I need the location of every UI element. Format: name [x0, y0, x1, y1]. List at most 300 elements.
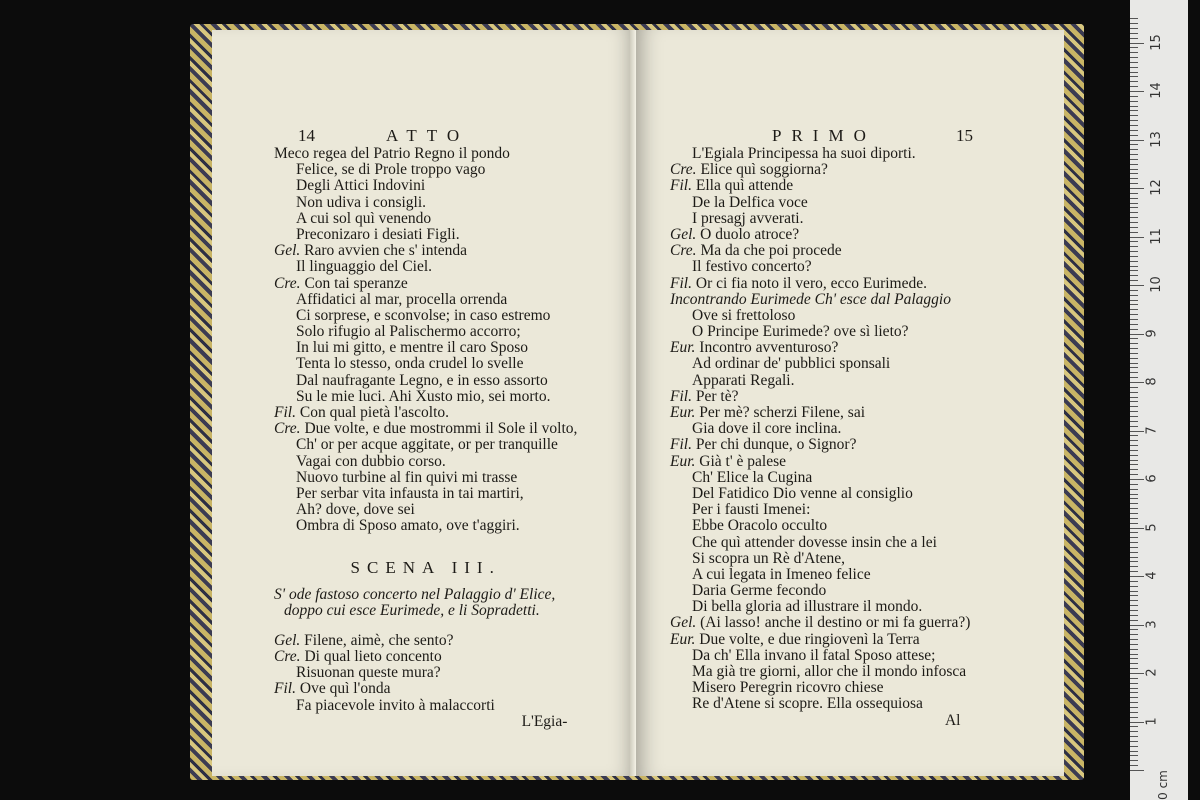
ruler-tick [1130, 193, 1138, 194]
verse-text: Di bella gloria ad illustrare il mondo. [692, 598, 923, 616]
verse-text: Si scopra un Rè d'Atene, [692, 549, 846, 567]
ruler-tick [1130, 494, 1138, 495]
verse-line [670, 551, 970, 567]
page-number-right: 15 [956, 126, 973, 145]
verse-text: Meco regea del Patrio Regno il pondo [274, 145, 510, 162]
ruler-tick [1130, 300, 1138, 301]
speaker-label: Eur. [670, 339, 696, 357]
ruler-tick [1130, 605, 1138, 606]
scene-heading: SCENA III. [350, 557, 501, 577]
right-text-block [670, 146, 970, 729]
ruler-tick [1130, 135, 1138, 136]
ruler-tick [1130, 241, 1138, 242]
ruler-number: 15 [1148, 33, 1164, 51]
speaker-label: Cre. [274, 274, 301, 292]
verse-line [274, 178, 577, 194]
verse-text: Ove quì l'onda [299, 680, 391, 698]
verse-line [274, 227, 577, 243]
speaker-label: Fil. [670, 436, 692, 454]
ruler-tick [1130, 275, 1138, 276]
ruler-tick [1130, 591, 1138, 592]
verse-line [670, 696, 970, 712]
ruler-tick [1130, 314, 1138, 315]
ruler-tick [1130, 644, 1138, 645]
ruler-tick [1130, 450, 1138, 451]
verse-line [670, 227, 970, 243]
ruler-tick [1130, 251, 1138, 252]
ruler-tick [1130, 431, 1144, 432]
ruler-tick [1130, 668, 1138, 669]
speaker-label: Fil. [670, 387, 692, 405]
ruler-tick [1130, 319, 1138, 320]
verse-line [670, 535, 970, 551]
verse-text: A cui legata in Imeneo felice [692, 565, 871, 583]
verse-text: In lui mi gitto, e mentre il caro Sposo [296, 339, 529, 357]
verse-line [274, 649, 577, 665]
running-head-right: PRIMO [772, 126, 876, 145]
ruler-tick [1130, 649, 1138, 650]
ruler-tick [1130, 654, 1138, 655]
verse-line [670, 356, 970, 372]
ruler-tick [1130, 615, 1138, 616]
ruler-tick [1130, 207, 1138, 208]
ruler-tick [1130, 518, 1138, 519]
ruler-tick [1130, 571, 1138, 572]
verse-text: Re d'Atene si scopre. Ella ossequiosa [692, 695, 923, 713]
ruler-tick [1130, 474, 1138, 475]
verse-text: Per mè? scherzi Filene, sai [699, 404, 865, 421]
verse-line [670, 405, 970, 421]
verse-line [670, 195, 970, 211]
ruler-tick [1130, 479, 1144, 480]
verse-line [670, 389, 970, 405]
ruler-tick [1130, 561, 1138, 562]
ruler-number: 4 [1144, 571, 1160, 580]
ruler-tick [1130, 338, 1138, 339]
ruler-tick [1130, 755, 1138, 756]
verse-line [670, 146, 970, 162]
speaker-label: Gel. [274, 631, 301, 649]
left-lines-before [274, 146, 577, 535]
verse-text: Due volte, e due ringiovenì la Terra [699, 630, 920, 648]
ruler-tick [1130, 489, 1138, 490]
verse-line [670, 324, 970, 340]
running-head-left: ATTO [386, 126, 470, 145]
verse-text: O duolo atroce? [700, 225, 800, 243]
ruler-tick [1130, 169, 1138, 170]
verse-text: Per i fausti Imenei: [692, 501, 811, 519]
ruler-tick [1130, 751, 1138, 752]
ruler-tick [1130, 639, 1138, 640]
speaker-label: Gel. [670, 225, 697, 243]
ruler-tick [1130, 600, 1138, 601]
ruler-tick [1130, 256, 1138, 257]
ruler-tick [1130, 460, 1138, 461]
verse-line [670, 583, 970, 599]
verse-text: Ma già tre giorni, allor che il mondo infosca [692, 663, 967, 680]
ruler-unit-label: 0 cm [1155, 770, 1170, 800]
verse-text: Ebbe Oracolo occulto [692, 517, 828, 535]
verse-line [670, 632, 970, 648]
ruler-tick [1130, 387, 1138, 388]
ruler-number: 5 [1144, 522, 1160, 532]
ruler-tick [1130, 222, 1138, 223]
ruler-tick [1130, 586, 1138, 587]
speaker-label: Cre. [274, 648, 301, 666]
left-page [212, 30, 636, 776]
verse-text: Ad ordinar de' pubblici sponsali [692, 355, 891, 373]
ruler-tick [1130, 270, 1138, 271]
ruler-tick [1130, 382, 1144, 383]
ruler-tick [1130, 280, 1138, 281]
verse-line [670, 518, 970, 534]
stage-direction-line: S' ode fastoso concerto nel Palaggio d' Elice, [274, 585, 556, 603]
verse-line [670, 680, 970, 696]
ruler-tick [1130, 67, 1138, 68]
ruler-tick [1130, 663, 1138, 664]
ruler-tick [1130, 183, 1138, 184]
ruler-tick [1130, 741, 1138, 742]
ruler-tick [1130, 673, 1144, 674]
verse-line [274, 259, 577, 275]
ruler-tick [1130, 261, 1138, 262]
ruler-tick [1130, 329, 1138, 330]
verse-text: Ch' or per acque aggitate, or per tranquille [296, 436, 558, 454]
ruler-tick [1130, 72, 1138, 73]
ruler-tick [1130, 445, 1138, 446]
ruler-tick [1130, 86, 1138, 87]
ruler-tick [1130, 401, 1138, 402]
verse-line [670, 599, 970, 615]
ruler-tick [1130, 353, 1138, 354]
speaker-label: Fil. [670, 274, 692, 292]
verse-text: Ella quì attende [695, 177, 794, 195]
verse-line [670, 162, 970, 178]
verse-text: Gia dove il core inclina. [692, 420, 842, 438]
ruler-tick [1130, 421, 1138, 422]
ruler-tick [1130, 712, 1138, 713]
ruler-number: 14 [1148, 82, 1164, 99]
verse-line [274, 389, 577, 405]
ruler-tick [1130, 57, 1138, 58]
ruler-tick [1130, 106, 1138, 107]
ruler-tick [1130, 217, 1138, 218]
ruler-tick [1130, 528, 1144, 529]
verse-line [274, 276, 577, 292]
ruler-tick [1130, 552, 1138, 553]
verse-text: Con tai speranze [304, 274, 408, 292]
ruler-tick [1130, 232, 1138, 233]
verse-line [670, 292, 970, 308]
verse-text: Per chi dunque, o Signor? [695, 436, 857, 454]
verse-text: (Ai lasso! anche il destino or mi fa guerra?) [700, 614, 971, 632]
speaker-label: Cre. [670, 242, 697, 260]
verse-text: Daria Germe fecondo [692, 582, 827, 600]
ruler-tick [1130, 397, 1138, 398]
verse-line [274, 502, 577, 518]
ruler-tick [1130, 363, 1138, 364]
ruler-tick [1130, 503, 1138, 504]
verse-text: Del Fatidico Dio venne al consiglio [692, 484, 913, 502]
verse-line [670, 648, 970, 664]
verse-line [274, 162, 577, 178]
ruler-tick [1130, 566, 1138, 567]
ruler-tick [1130, 683, 1138, 684]
verse-text: I presagj avverati. [692, 209, 804, 227]
catchword-right: Al [944, 711, 961, 729]
verse-text: Felice, se di Prole troppo vago [296, 161, 486, 179]
ruler-tick [1130, 348, 1138, 349]
verse-line [670, 178, 970, 194]
verse-text: A cui sol quì venendo [296, 209, 432, 227]
ruler-tick [1130, 620, 1138, 621]
ruler-number: 3 [1144, 619, 1160, 629]
ruler-tick [1130, 295, 1138, 296]
speaker-label: Eur. [670, 630, 696, 648]
speaker-label: Gel. [670, 614, 697, 632]
verse-text: Tenta lo stesso, onda crudel lo svelle [296, 355, 524, 373]
verse-text: Vagai con dubbio corso. [296, 452, 446, 470]
ruler-tick [1130, 469, 1138, 470]
ruler-tick [1130, 81, 1138, 82]
verse-line [274, 243, 577, 259]
speaker-label: Fil. [274, 680, 296, 698]
verse-text: Per tè? [695, 387, 739, 405]
verse-text: L'Egiala Principessa ha suoi diporti. [692, 145, 916, 162]
measuring-ruler [1130, 0, 1188, 800]
ruler-number: 13 [1148, 130, 1164, 148]
ruler-tick [1130, 697, 1138, 698]
verse-text: Fa piacevole invito à malaccorti [296, 696, 495, 714]
ruler-tick [1130, 18, 1138, 19]
ruler-tick [1130, 610, 1138, 611]
ruler-tick [1130, 746, 1138, 747]
ruler-tick [1130, 115, 1138, 116]
verse-line [274, 324, 577, 340]
ruler-tick [1130, 547, 1138, 548]
verse-line [274, 340, 577, 356]
ruler-tick [1130, 406, 1138, 407]
verse-text: Due volte, e due mostrommi il Sole il volto, [304, 420, 578, 438]
ruler-tick [1130, 625, 1144, 626]
ruler-tick [1130, 149, 1138, 150]
ruler-tick [1130, 91, 1144, 92]
verse-line [274, 356, 577, 372]
ruler-number: 8 [1144, 377, 1160, 386]
ruler-tick [1130, 33, 1138, 34]
ruler-tick [1130, 484, 1138, 485]
ruler-tick [1130, 290, 1138, 291]
speaker-label: Eur. [670, 452, 696, 470]
stage-direction-line: doppo cui esce Eurimede, e li Sopradetti. [284, 601, 540, 619]
page-number-left: 14 [298, 126, 315, 145]
verse-text: Dal naufragante Legno, e in esso assorto [296, 371, 548, 389]
ruler-tick [1130, 324, 1138, 325]
verse-line [670, 243, 970, 259]
verse-line [670, 211, 970, 227]
verse-text: Risuonan queste mura? [296, 664, 441, 682]
verse-line [274, 454, 577, 470]
speaker-label: Gel. [274, 242, 301, 260]
ruler-number: 1 [1144, 716, 1160, 726]
ruler-tick [1130, 658, 1138, 659]
ruler-tick [1130, 760, 1138, 761]
verse-line [274, 292, 577, 308]
ruler-tick [1130, 164, 1138, 165]
ruler-tick [1130, 28, 1138, 29]
verse-text: Elice quì soggiorna? [700, 161, 828, 179]
ruler-tick [1130, 38, 1138, 39]
verse-line [670, 454, 970, 470]
ruler-tick [1130, 198, 1138, 199]
ruler-tick [1130, 367, 1138, 368]
ruler-tick [1130, 435, 1138, 436]
ruler-tick [1130, 372, 1138, 373]
verse-line [274, 146, 577, 162]
ruler-tick [1130, 731, 1138, 732]
ruler-tick [1130, 101, 1138, 102]
verse-line [274, 211, 577, 227]
verse-text: Raro avvien che s' intenda [304, 242, 468, 260]
ruler-number: 7 [1144, 425, 1160, 435]
ruler-tick [1130, 125, 1138, 126]
verse-text: Non udiva i consigli. [296, 193, 427, 211]
verse-line [274, 665, 577, 681]
verse-line [274, 681, 577, 697]
verse-text: Affidatici al mar, procella orrenda [296, 290, 508, 308]
speaker-label: Cre. [274, 420, 301, 438]
ruler-tick [1130, 212, 1138, 213]
verse-line [274, 698, 577, 714]
ruler-tick [1130, 237, 1144, 238]
verse-line [670, 340, 970, 356]
verse-text: Il linguaggio del Ciel. [296, 258, 433, 276]
spacer [274, 535, 577, 549]
verse-line [670, 615, 970, 631]
verse-line [670, 486, 970, 502]
ruler-tick [1130, 62, 1138, 63]
ruler-tick [1130, 770, 1144, 771]
ruler-tick [1130, 377, 1138, 378]
verse-line [670, 276, 970, 292]
verse-line [274, 405, 577, 421]
ruler-tick [1130, 440, 1138, 441]
verse-text: Apparati Regali. [692, 371, 795, 389]
ruler-tick [1130, 426, 1138, 427]
verse-text: Su le mie luci. Ahi Xusto mio, sei morto. [296, 387, 551, 405]
speaker-label: Eur. [670, 404, 696, 421]
ruler-tick [1130, 576, 1144, 577]
left-text-block [274, 146, 577, 730]
verse-text: Nuovo turbine al fin quivi mi trasse [296, 468, 518, 486]
ruler-tick [1130, 678, 1138, 679]
ruler-tick [1130, 392, 1138, 393]
right-page [636, 30, 1064, 776]
ruler-number: 9 [1144, 328, 1160, 338]
verse-text: Solo rifugio al Palischermo accorro; [296, 323, 521, 341]
ruler-tick [1130, 47, 1138, 48]
verse-line [274, 195, 577, 211]
speaker-label: Cre. [670, 161, 697, 179]
ruler-tick [1130, 23, 1138, 24]
ruler-tick [1130, 722, 1144, 723]
verse-line [670, 259, 970, 275]
verse-text: Misero Peregrin ricovro chiese [692, 679, 884, 697]
ruler-tick [1130, 130, 1138, 131]
verse-line [670, 373, 970, 389]
verse-text: Incontrando Eurimede Ch' esce dal Palaggio [670, 290, 951, 308]
ruler-tick [1130, 173, 1138, 174]
verse-line [670, 502, 970, 518]
ruler-tick [1130, 702, 1138, 703]
verse-line [670, 421, 970, 437]
ruler-tick [1130, 508, 1138, 509]
ruler-tick [1130, 765, 1138, 766]
verse-text: Per serbar vita infausta in tai martiri, [296, 484, 524, 502]
ruler-number: 10 [1148, 276, 1164, 293]
ruler-tick [1130, 736, 1138, 737]
verse-line [274, 518, 577, 534]
ruler-tick [1130, 178, 1138, 179]
ruler-tick [1130, 358, 1138, 359]
ruler-tick [1130, 304, 1138, 305]
ruler-tick [1130, 154, 1138, 155]
ruler-number: 2 [1144, 668, 1160, 677]
ruler-tick [1130, 542, 1138, 543]
verse-text: O Principe Eurimede? ove sì lieto? [692, 323, 909, 341]
ruler-tick [1130, 537, 1138, 538]
ruler-tick [1130, 76, 1138, 77]
ruler-tick [1130, 523, 1138, 524]
verse-text: Ch' Elice la Cugina [692, 468, 813, 486]
ruler-tick [1130, 43, 1144, 44]
verse-text: Incontro avventuroso? [699, 339, 839, 357]
verse-text: Ah? dove, dove sei [296, 501, 415, 519]
ruler-tick [1130, 513, 1138, 514]
ruler-tick [1130, 557, 1138, 558]
ruler-tick [1130, 498, 1138, 499]
verse-line [670, 470, 970, 486]
verse-text: Ma da che poi procede [700, 242, 842, 260]
ruler-tick [1130, 581, 1138, 582]
verse-text: Filene, aimè, che sento? [304, 631, 454, 649]
ruler-tick [1130, 159, 1138, 160]
speaker-label: Fil. [670, 177, 692, 195]
ruler-tick [1130, 188, 1144, 189]
verse-text: Or ci fia noto il vero, ecco Eurimede. [695, 274, 927, 292]
ruler-tick [1130, 464, 1138, 465]
ruler-number: 6 [1144, 474, 1160, 483]
verse-text: Di qual lieto concento [304, 648, 442, 666]
ruler-tick [1130, 52, 1138, 53]
ruler-tick [1130, 717, 1138, 718]
verse-line [274, 308, 577, 324]
verse-line [670, 308, 970, 324]
ruler-tick [1130, 634, 1138, 635]
ruler-tick [1130, 688, 1138, 689]
ruler-tick [1130, 227, 1138, 228]
catchword-left: L'Egia- [521, 712, 568, 730]
ruler-tick [1130, 707, 1138, 708]
verse-line [670, 437, 970, 453]
verse-line [274, 470, 577, 486]
ruler-tick [1130, 110, 1138, 111]
verse-text: Ove si frettoloso [692, 306, 796, 324]
verse-text: De la Delfica voce [692, 193, 808, 211]
verse-line [670, 664, 970, 680]
right-lines [670, 146, 970, 713]
verse-text: Da ch' Ella invano il fatal Sposo attese; [692, 646, 936, 664]
